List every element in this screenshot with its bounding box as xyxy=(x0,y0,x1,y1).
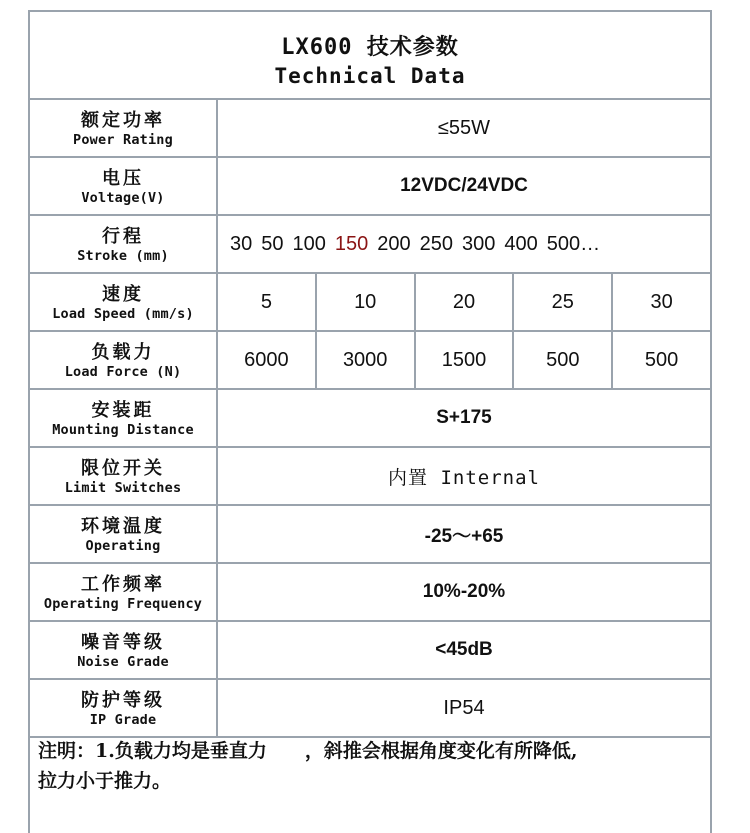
label-en: Noise Grade xyxy=(77,654,169,670)
power-value: ≤55W xyxy=(437,116,491,139)
row-noise-grade xyxy=(30,622,710,680)
row-load-speed xyxy=(30,274,710,332)
row-label xyxy=(30,506,218,562)
row-label xyxy=(30,332,218,388)
force-cells xyxy=(218,332,710,388)
stroke-value: 500… xyxy=(546,232,601,255)
row-label xyxy=(30,100,218,156)
table-header xyxy=(30,12,710,100)
label-zh: 防护等级 xyxy=(81,690,165,711)
title-chinese: LX600 技术参数 xyxy=(281,35,459,60)
stroke-value: 30 xyxy=(230,232,253,255)
force-cell: 3000 xyxy=(317,332,416,388)
row-label xyxy=(30,274,218,330)
voltage-value: 12VDC/24VDC xyxy=(400,175,528,196)
stroke-value: 250 xyxy=(419,232,453,255)
stroke-value: 200 xyxy=(377,232,411,255)
mounting-value: S+175 xyxy=(436,407,492,428)
force-cell: 500 xyxy=(514,332,613,388)
label-zh: 安装距 xyxy=(91,400,155,421)
title-english: Technical Data xyxy=(274,64,466,88)
row-power-rating xyxy=(30,100,710,158)
row-label xyxy=(30,158,218,214)
row-mounting-distance xyxy=(30,390,710,448)
row-load-force xyxy=(30,332,710,390)
row-voltage xyxy=(30,158,710,216)
speed-cells xyxy=(218,274,710,330)
footnote xyxy=(38,736,708,796)
label-en: Voltage(V) xyxy=(81,190,165,206)
row-label xyxy=(30,390,218,446)
label-zh: 电压 xyxy=(102,168,144,189)
label-en: Operating xyxy=(85,538,161,554)
row-limit-switches xyxy=(30,448,710,506)
stroke-value: 300 xyxy=(462,232,496,255)
stroke-value: 100 xyxy=(292,232,326,255)
row-label xyxy=(30,448,218,504)
stroke-value: 50 xyxy=(261,232,284,255)
footnote-line-1: 注明：1.负载力均是垂直力 ，斜推会根据角度变化有所降低, xyxy=(38,740,578,762)
force-cell: 1500 xyxy=(416,332,515,388)
row-label xyxy=(30,216,218,272)
stroke-value: 400 xyxy=(504,232,538,255)
speed-cell: 30 xyxy=(650,290,673,313)
label-en: Stroke (mm) xyxy=(77,248,169,264)
row-operating-temperature xyxy=(30,506,710,564)
noise-value: <45dB xyxy=(435,639,493,660)
speed-cell: 20 xyxy=(416,274,515,330)
label-en: Load Speed (mm/s) xyxy=(52,306,194,322)
label-zh: 工作频率 xyxy=(81,574,165,595)
speed-cell: 25 xyxy=(514,274,613,330)
row-label xyxy=(30,564,218,620)
row-ip-grade xyxy=(30,680,710,738)
label-zh: 额定功率 xyxy=(81,110,165,131)
temperature-value: -25～+65 xyxy=(424,525,504,547)
label-zh: 速度 xyxy=(102,284,144,305)
row-stroke xyxy=(30,216,710,274)
force-cell: 500 xyxy=(644,348,679,371)
label-en: Power Rating xyxy=(73,132,173,148)
row-label xyxy=(30,622,218,678)
technical-data-sheet xyxy=(28,10,712,833)
stroke-values xyxy=(218,216,710,272)
limit-value: 内置 Internal xyxy=(388,466,540,489)
stroke-value: 150 xyxy=(334,232,369,255)
label-zh: 限位开关 xyxy=(81,458,165,479)
row-operating-frequency xyxy=(30,564,710,622)
label-en: Mounting Distance xyxy=(52,422,194,438)
force-cell: 6000 xyxy=(218,332,317,388)
ip-value: IP54 xyxy=(443,696,485,719)
speed-cell: 10 xyxy=(317,274,416,330)
label-en: Limit Switches xyxy=(64,480,182,496)
label-zh: 噪音等级 xyxy=(81,632,165,653)
label-en: Load Force (N) xyxy=(64,364,182,380)
label-en: IP Grade xyxy=(89,712,157,728)
label-en: Operating Frequency xyxy=(43,596,203,612)
speed-cell: 5 xyxy=(218,274,317,330)
frequency-value: 10%-20% xyxy=(422,581,506,602)
row-label xyxy=(30,680,218,736)
footnote-line-2: 拉力小于推力。 xyxy=(38,770,172,792)
label-zh: 行程 xyxy=(102,226,144,247)
label-zh: 环境温度 xyxy=(81,516,165,537)
label-zh: 负载力 xyxy=(91,342,155,363)
